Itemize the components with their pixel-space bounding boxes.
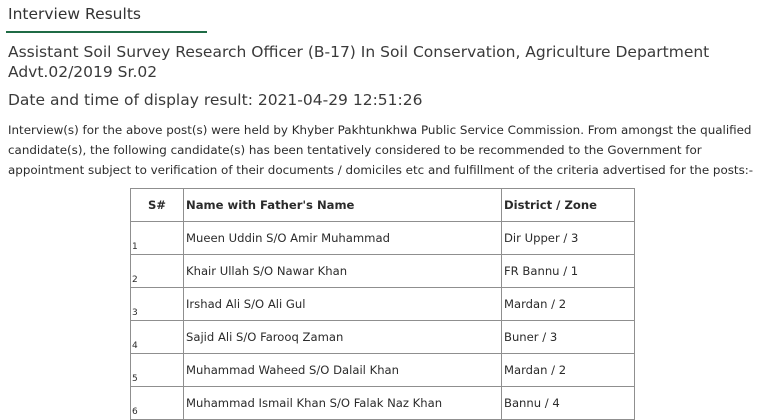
table-row	[131, 354, 635, 387]
intro-paragraph: Interview(s) for the above post(s) were held by Khyber Pakhtunkhwa Public Service Commission. From amongst the qualified candidate(s), the following candidate(s) has been tentatively considered to be recommended to the Government for appointment subject to verification of their documents / domiciles etc and fulfillment of the criteria advertised for the posts:-	[8, 123, 754, 177]
row-name: Sajid Ali S/O Farooq Zaman	[184, 321, 502, 354]
row-sno: 1	[131, 222, 184, 255]
row-district: Dir Upper / 3	[502, 222, 635, 255]
table-row	[131, 288, 635, 321]
header-sno: S#	[131, 189, 184, 222]
row-sno: 5	[131, 354, 184, 387]
header-district: District / Zone	[502, 189, 635, 222]
row-sno: 2	[131, 255, 184, 288]
row-sno: 6	[131, 387, 184, 420]
section-title: Interview Results	[8, 5, 141, 23]
table-row	[131, 222, 635, 255]
row-district: FR Bannu / 1	[502, 255, 635, 288]
row-district: Bannu / 4	[502, 387, 635, 420]
row-name: Khair Ullah S/O Nawar Khan	[184, 255, 502, 288]
results-table	[130, 188, 635, 420]
row-name: Muhammad Waheed S/O Dalail Khan	[184, 354, 502, 387]
row-district: Buner / 3	[502, 321, 635, 354]
table-row	[131, 387, 635, 420]
header-name: Name with Father's Name	[184, 189, 502, 222]
row-sno: 3	[131, 288, 184, 321]
display-result-date: Date and time of display result: 2021-04-29 12:51:26	[8, 91, 423, 109]
table-row	[131, 321, 635, 354]
post-title: Assistant Soil Survey Research Officer (B-17) In Soil Conservation, Agriculture Department Advt.02/2019 Sr.02	[8, 43, 710, 81]
row-sno: 4	[131, 321, 184, 354]
row-name: Irshad Ali S/O Ali Gul	[184, 288, 502, 321]
row-district: Mardan / 2	[502, 354, 635, 387]
title-underline	[6, 31, 207, 33]
table-header-row	[131, 189, 635, 222]
row-name: Muhammad Ismail Khan S/O Falak Naz Khan	[184, 387, 502, 420]
row-name: Mueen Uddin S/O Amir Muhammad	[184, 222, 502, 255]
table-row	[131, 255, 635, 288]
row-district: Mardan / 2	[502, 288, 635, 321]
